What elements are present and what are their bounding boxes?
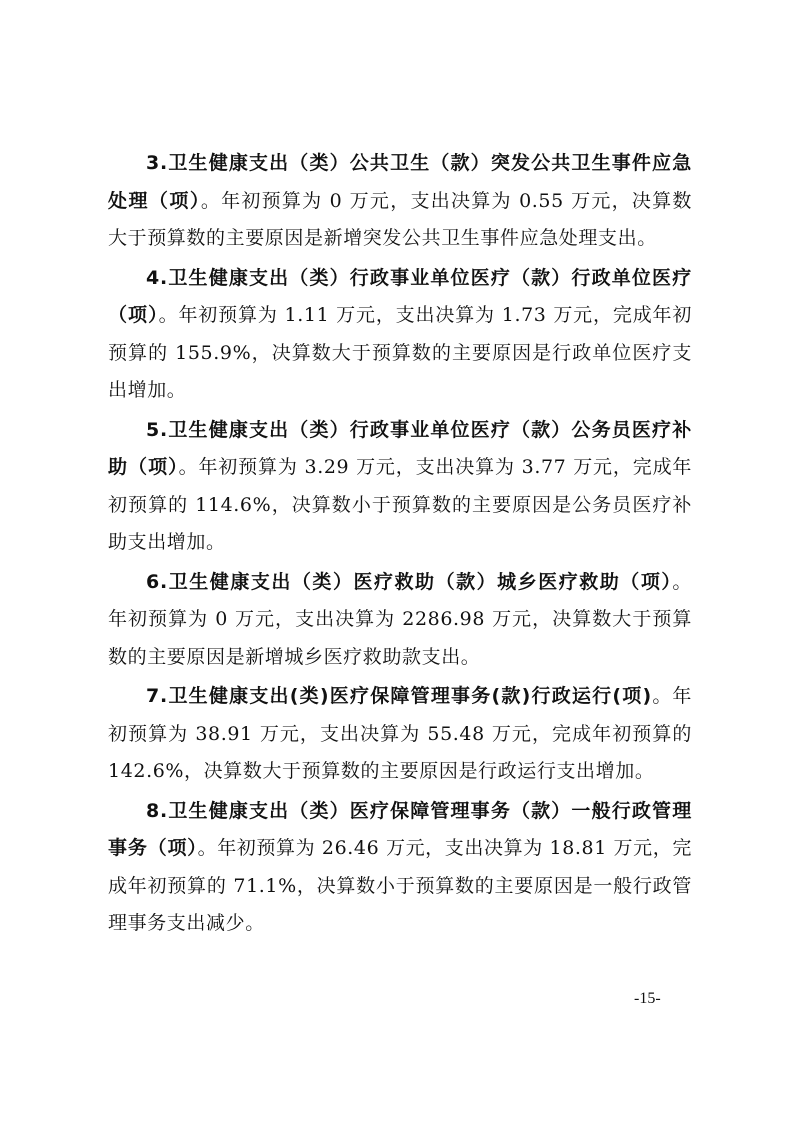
paragraph-text: 。年初预算为 0 万元，支出决算为 2286.98 万元，决算数大于预算数的主要原因是新增城乡医疗救助款支出。 — [108, 570, 692, 668]
paragraph-text: 。年初预算为 1.11 万元，支出决算为 1.73 万元，完成年初预算的 155.9%，决算数大于预算数的主要原因是行政单位医疗支出增加。 — [108, 304, 692, 401]
paragraph-item-4 — [108, 260, 692, 410]
page-number: -15- — [634, 990, 661, 1007]
paragraph-text: 。年初预算为 38.91 万元，支出决算为 55.48 万元，完成年初预算的 142.6%，决算数大于预算数的主要原因是行政运行支出增加。 — [108, 685, 692, 782]
paragraph-heading: 6.卫生健康支出（类）医疗救助（款）城乡医疗救助（项） — [146, 570, 673, 593]
paragraph-item-8 — [108, 793, 692, 943]
paragraph-item-3 — [108, 145, 692, 258]
paragraph-heading: 3.卫生健康支出（类）公共卫生（款）突发公共卫生事件应急处理（项） — [108, 152, 692, 212]
paragraph-text: 。年初预算为 26.46 万元，支出决算为 18.81 万元，完成年初预算的 71.1%，决算数小于预算数的主要原因是一般行政管理事务支出减少。 — [108, 837, 692, 934]
paragraph-heading: 5.卫生健康支出（类）行政事业单位医疗（款）公务员医疗补助（项） — [108, 418, 692, 478]
paragraph-item-5 — [108, 412, 692, 562]
paragraph-heading: 8.卫生健康支出（类）医疗保障管理事务（款）一般行政管理事务（项） — [108, 799, 692, 859]
paragraph-item-7 — [108, 678, 692, 791]
paragraph-item-6 — [108, 564, 692, 677]
paragraph-text: 。年初预算为 3.29 万元，支出决算为 3.77 万元，完成年初预算的 114.6%，决算数小于预算数的主要原因是公务员医疗补助支出增加。 — [108, 456, 692, 553]
document-body — [108, 145, 692, 945]
paragraph-text: 。年初预算为 0 万元，支出决算为 0.55 万元，决算数大于预算数的主要原因是新增突发公共卫生事件应急处理支出。 — [108, 189, 692, 249]
paragraph-heading: 7.卫生健康支出(类)医疗保障管理事务(款)行政运行(项) — [146, 685, 652, 707]
paragraph-heading: 4.卫生健康支出（类）行政事业单位医疗（款）行政单位医疗（项） — [108, 266, 692, 326]
